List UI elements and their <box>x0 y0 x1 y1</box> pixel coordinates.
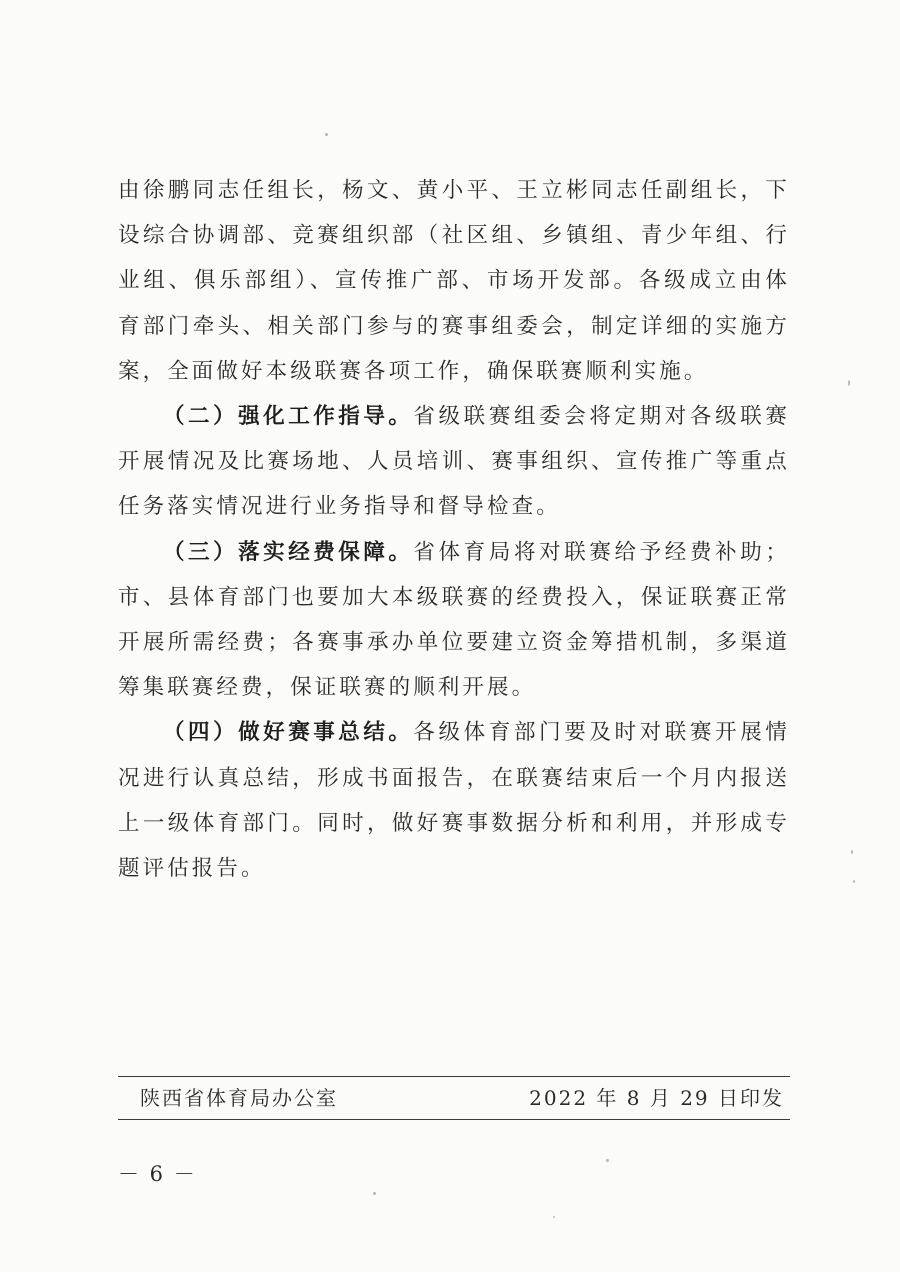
scan-speck <box>848 380 850 386</box>
section-heading: （二）强化工作指导。 <box>163 404 414 430</box>
scan-speck <box>373 1192 376 1195</box>
issuer-label: 陕西省体育局办公室 <box>140 1086 338 1110</box>
scan-speck <box>853 880 855 883</box>
paragraph-text: 各级体育部门要及时对联赛开展情况进行认真总结，形成书面报告，在联赛结束后一个月内报送上一级体育部门。同时，做好赛事数据分析和利用，并形成专题评估报告。 <box>118 720 790 882</box>
paragraph-funding <box>118 530 790 711</box>
paragraph-continuation <box>118 168 790 394</box>
print-date: 2022 年 8 月 29 日印发 <box>529 1086 784 1110</box>
scan-speck <box>325 133 328 136</box>
paragraph-text: 由徐鹏同志任组长，杨文、黄小平、王立彬同志任副组长，下设综合协调部、竞赛组织部（社区组、乡镇组、青少年组、行业组、俱乐部组）、宣传推广部、市场开发部。各级成立由体育部门牵头、相关部门参与的赛事组委会，制定详细的实施方案，全面做好本级联赛各项工作，确保联赛顺利实施。 <box>118 178 790 384</box>
page-number: － 6 － <box>118 1162 197 1186</box>
section-heading: （三）落实经费保障。 <box>163 539 414 565</box>
print-footer <box>118 1076 790 1120</box>
paragraph-text: 省体育局将对联赛给予经费补助；市、县体育部门也要加大本级联赛的经费投入，保证联赛正常开展所需经费；各赛事承办单位要建立资金筹措机制，多渠道筹集联赛经费，保证联赛的顺利开展。 <box>118 539 790 701</box>
paragraph-text: 省级联赛组委会将定期对各级联赛开展情况及比赛场地、人员培训、赛事组织、宣传推广等重点任务落实情况进行业务指导和督导检查。 <box>118 404 790 520</box>
section-heading: （四）做好赛事总结。 <box>163 720 414 746</box>
scan-speck <box>851 850 853 854</box>
scan-speck <box>606 1159 609 1162</box>
paragraph-summary <box>118 710 790 891</box>
scan-speck <box>553 1216 555 1218</box>
paragraph-guidance <box>118 394 790 530</box>
body-text <box>118 168 790 891</box>
